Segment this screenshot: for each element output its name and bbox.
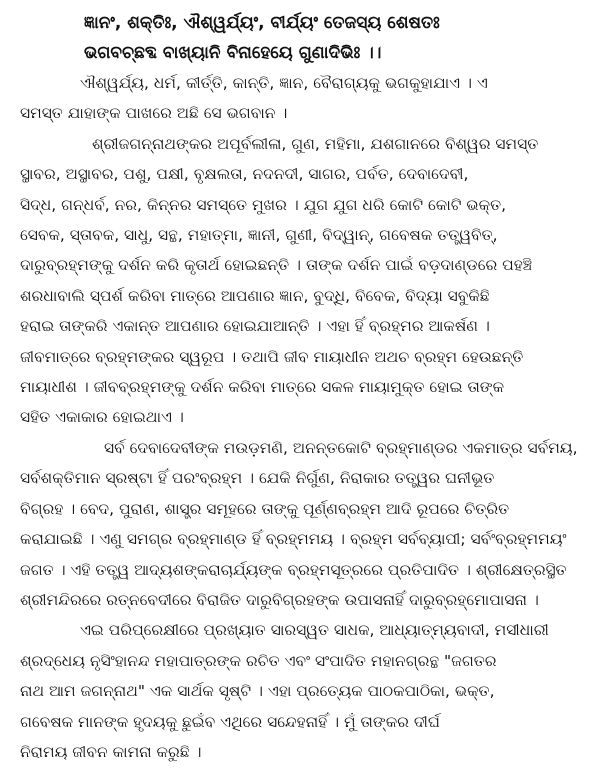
text-line: ସମସ୍ତ ଯାହାଙ୍କ ପାଖରେ ଅଛି ସେ ଭଗବାନ । — [20, 104, 288, 123]
text-line: ସ୍ଥାବର, ଅସ୍ଥାବର, ପଶୁ, ପକ୍ଷୀ, ବୃକ୍ଷଲତା, ନଦନଦୀ, ସାଗର, ପର୍ବତ, ଦେବାଦେବୀ, — [20, 165, 469, 184]
text-line: ଏଇ ପରିପ୍ରେକ୍ଷୀରେ ପ୍ରଖ୍ୟାତ ସାରସ୍ୱତ ସାଧକ, ଆଧ୍ୟାତ୍ମ୍ୟବାଦୀ, ମସୀଧାରୀ — [80, 621, 549, 640]
text-line: ବିଗ୍ରହ । ବେଦ, ପୁରାଣ, ଶାସ୍ତ୍ର ସମୂହରେ ତାଙ୍କୁ ପୂର୍ଣ୍ଣବ୍ରହ୍ମ ଆଦି ରୂପରେ ଚିତ୍ରିତ — [20, 499, 510, 518]
text-line: ନିରାମୟ ଜୀବନ କାମନା କରୁଛି । — [20, 742, 202, 761]
verse-line-1: ଜ୍ଞାନଂ, ଶକ୍ତିଃ, ଐଶ୍ୱର୍ଯ୍ୟଂ, ବୀର୍ଯ୍ୟଂ ତେଜସ୍ୟ ଶେଷତଃ — [84, 13, 440, 33]
text-line: ସହିତ ଏକାକାର ହୋଇଥାଏ । — [20, 408, 184, 427]
text-line: ସର୍ବଶକ୍ତିମାନ ସ୍ରଷ୍ଟା ହିଁ ପରଂବ୍ରହ୍ମ । ଯେକି ନିର୍ଗୁଣ, ନିରାକାର ତତ୍ତ୍ୱର ଘନୀଭୂତ — [20, 469, 495, 488]
text-line: ଜଗତ । ଏହି ତତ୍ତ୍ୱ ଆଦ୍ୟଶଙ୍କରାଚାର୍ଯ୍ୟଙ୍କ ବ୍ରହ୍ମସୂତ୍ରରେ ପ୍ରତିପାଦିତ । ଶ୍ରୀକ୍ଷେତ୍ରସ୍ଥିତ — [20, 560, 567, 579]
paragraph-2 — [20, 129, 580, 433]
text-line: ଦାରୁବ୍ରହ୍ମଙ୍କୁ ଦର୍ଶନ କରି କୃତାର୍ଥ ହୋଇଛନ୍ତି । ତାଙ୍କ ଦର୍ଶନ ପାଇଁ ବଡ଼ଦାଣ୍ଡରେ ପହଞ୍ଚି — [20, 256, 533, 275]
text-line: ଶ୍ରୀଜଗନ୍ନାଥଙ୍କର ଅପୂର୍ବଲୀଳା, ଗୁଣ, ମହିମା, ଯଶଗାନରେ ବିଶ୍ୱର ସମସ୍ତ — [92, 134, 539, 153]
verse-heading — [20, 8, 580, 68]
text-line: ସର୍ବ ଦେବାଦେବୀଙ୍କ ମଉଡ଼ମଣି, ଅନନ୍ତକୋଟି ବ୍ରହ୍ମାଣ୍ଡର ଏକମାତ୍ର ସର୍ବମୟ, — [104, 438, 578, 457]
text-line: କରାଯାଇଛି । ଏଣୁ ସମଗ୍ର ବ୍ରହ୍ମାଣ୍ଡ ହିଁ ବ୍ରହ୍ମମୟ । ବ୍ରହ୍ମ ସର୍ବବ୍ୟାପୀ; ସର୍ବଂବ୍ରହ୍ମମୟଂ — [20, 530, 567, 549]
text-line: ମାୟାଧୀଶ । ଜୀବବ୍ରହ୍ମଙ୍କୁ ଦର୍ଶନ କରିବା ମାତ୍ରେ ସକଳ ମାୟାମୁକ୍ତ ହୋଇ ତାଙ୍କ — [20, 378, 505, 397]
text-line: ନାଥ ଆମ ଜଗନ୍ନାଥ" ଏକ ସାର୍ଥକ ସୃଷ୍ଟି । ଏହା ପ୍ରତ୍ୟେକ ପାଠକପାଠିକା, ଭକ୍ତ, — [20, 682, 495, 701]
text-line: ସିଦ୍ଧ, ଗନ୍ଧର୍ବ, ନର, କିନ୍ନର ସମସ୍ତେ ମୁଖର । ଯୁଗ ଯୁଗ ଧରି କୋଟି କୋଟି ଭକ୍ତ, — [20, 195, 507, 214]
text-line: ଐଶ୍ୱର୍ଯ୍ୟ, ଧର୍ମ, କୀର୍ତ୍ତି, କାନ୍ତି, ଜ୍ଞାନ, ବୈରାଗ୍ୟକୁ ଭଗକୁହାଯାଏ । ଏ — [80, 74, 488, 92]
text-line: ଜୀବମାତ୍ରେ ବ୍ରହ୍ମଙ୍କର ସ୍ୱରୂପ । ତଥାପି ଜୀବ ମାୟାଧୀନ ଅଥଚ ବ୍ରହ୍ମ ହେଉଛନ୍ତି — [20, 347, 524, 366]
text-line: ଶରଧାବାଲି ସ୍ପର୍ଶ କରିବା ମାତ୍ରେ ଆପଣାର ଜ୍ଞାନ, ବୁଦ୍ଧି, ବିବେକ, ବିଦ୍ୟା ସବୁକିଛି — [20, 286, 490, 305]
text-line: ସେବକ, ସ୍ତାବକ, ସାଧୁ, ସନ୍ଥ, ମହାତ୍ମା, ଜ୍ଞାନୀ, ଗୁଣୀ, ବିଦ୍ୱାନ୍, ଗବେଷକ ତତ୍ତ୍ୱବିତ୍, — [20, 226, 498, 245]
text-line: ଶ୍ରଦ୍ଧେୟ ନୃସିଂହାନନ୍ଦ ମହାପାତ୍ରଙ୍କ ରଚିତ ଏବଂ ସଂପାଦିତ ମହାନଗ୍ରନ୍ଥ "ଜଗତର — [20, 651, 497, 670]
verse-line-2: ଭଗବଚ୍ଛବ୍ଦ ବାଖ୍ୟାନି ବିନାହେୟେ ଗୁଣାଦିଭିଃ ।। — [84, 43, 382, 63]
paragraph-3 — [20, 433, 580, 615]
paragraph-4 — [20, 615, 580, 767]
paragraph-1 — [20, 68, 580, 129]
text-line: ହରାଇ ତାଙ୍କରି ଏକାନ୍ତ ଆପଣାର ହୋଇଯାଆନ୍ତି । ଏହା ହିଁ ବ୍ରହ୍ମର ଆକର୍ଷଣ । — [20, 317, 490, 336]
text-line: ଗବେଷକ ମାନଙ୍କ ହୃଦୟକୁ ଛୁଇଁବ ଏଥିରେ ସନ୍ଦେହନାହିଁ । ମୁଁ ତାଙ୍କର ଦୀର୍ଘ — [20, 712, 440, 731]
text-line: ଶ୍ରୀମନ୍ଦିରରେ ରତ୍ନବେଦୀରେ ବିରାଜିତ ଦାରୁବିଗ୍ରହଙ୍କ ଉପାସନାହିଁ ଦାରୁବ୍ରହ୍ମୋପାସନା । — [20, 590, 539, 609]
